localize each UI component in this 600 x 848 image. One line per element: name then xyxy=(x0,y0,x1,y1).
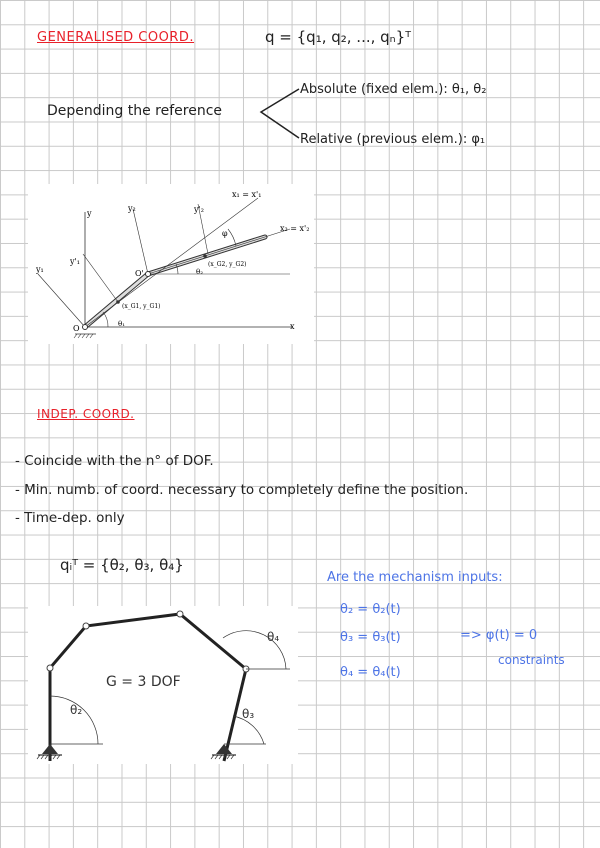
o-prime-label: O' xyxy=(135,269,144,278)
theta2-label: θ₂ xyxy=(196,268,204,276)
y-label: y xyxy=(87,209,92,218)
constraints-label: constraints xyxy=(498,653,565,667)
g1-label: (x_G1, y_G1) xyxy=(122,303,161,310)
x-label: x xyxy=(290,322,295,331)
eq-theta2: θ₂ = θ₂(t) xyxy=(340,602,401,617)
theta4-mech-label: θ₄ xyxy=(267,630,280,644)
mechanism-inputs-title: Are the mechanism inputs: xyxy=(327,570,503,585)
theta3-mech-label: θ₃ xyxy=(242,707,255,721)
two-link-diagram xyxy=(28,184,314,344)
y2-label: y₂ xyxy=(128,204,136,213)
bullet-3: - Time-dep. only xyxy=(15,510,125,526)
y1p-label: y'₁ xyxy=(70,257,80,266)
g2-label: (x_G2, y_G2) xyxy=(208,261,247,268)
y1-label: y₁ xyxy=(36,265,44,274)
absolute-coord-text: Absolute (fixed elem.): θ₁, θ₂ xyxy=(300,82,487,97)
eq-theta4: θ₄ = θ₄(t) xyxy=(340,665,401,680)
phi-constraint-eq: => φ(t) = 0 xyxy=(460,628,538,643)
x1-eq-label: x₁ = x'₁ xyxy=(232,190,262,199)
y2p-label: y'₂ xyxy=(194,205,204,214)
indep-coord-heading: INDEP. COORD. xyxy=(37,407,135,421)
o-label: O xyxy=(73,324,80,333)
theta2-mech-label: θ₂ xyxy=(70,703,83,717)
eq-theta3: θ₃ = θ₃(t) xyxy=(340,630,401,645)
reference-brace xyxy=(255,84,305,144)
mechanism-diagram xyxy=(28,606,298,764)
indep-coord-formula: qᵢᵀ = {θ₂, θ₃, θ₄} xyxy=(60,556,184,574)
phi-label: φ xyxy=(222,229,228,238)
generalised-coord-formula: q = {q₁, q₂, ..., qₙ}ᵀ xyxy=(265,28,411,46)
x2-eq-label: x₂ = x'₂ xyxy=(280,224,310,233)
theta1-label: θ₁ xyxy=(118,320,126,328)
generalised-coord-heading: GENERALISED COORD. xyxy=(37,30,195,45)
bullet-2: - Min. numb. of coord. necessary to completely define the position. xyxy=(15,482,469,498)
bullet-1: - Coincide with the n° of DOF. xyxy=(15,453,214,469)
relative-coord-text: Relative (previous elem.): φ₁ xyxy=(300,132,486,147)
dof-label: G = 3 DOF xyxy=(106,674,181,690)
depending-reference-text: Depending the reference xyxy=(47,103,223,119)
